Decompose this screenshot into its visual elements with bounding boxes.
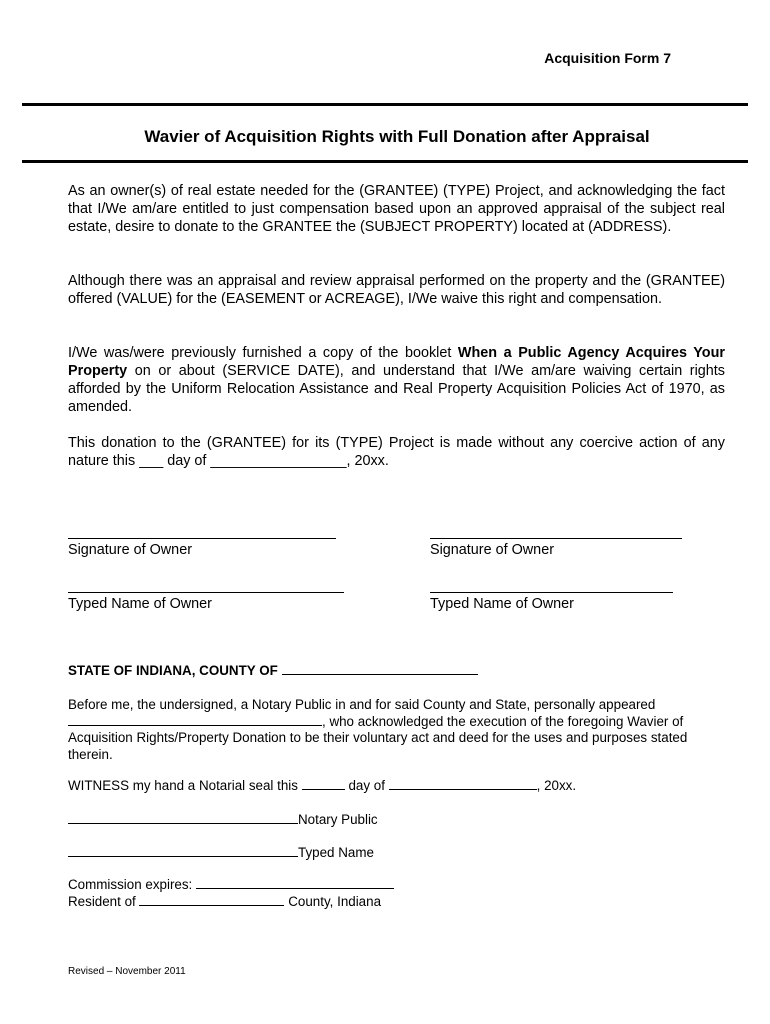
paragraph-donation-intent: As an owner(s) of real estate needed for the (GRANTEE) (TYPE) Project, and acknowledging the fact that I/We am/are entitled to just compensation based upon an approved appraisal of the subject real estate, desire to donate to the GRANTEE the (SUBJECT PROPERTY) located at (ADDRESS). [68,183,725,235]
signature-owner-block-1 [68,538,336,558]
bottom-divider [22,160,748,163]
typed-name-line-1[interactable] [68,592,344,593]
witness-line [68,778,718,795]
signature-owner-block-2 [430,538,682,558]
witness-month-field[interactable] [389,778,537,790]
typed-name-block-2 [430,592,673,612]
paragraph-appraisal-waiver: Although there was an appraisal and review appraisal performed on the property and the (GRANTEE) offered (VALUE) for the (EASEMENT or ACREAGE), I/We waive this right and compensation. [68,273,725,307]
witness-text: WITNESS my hand a Notarial seal this [68,778,298,793]
notary-typed-name-label: Typed Name [298,845,374,860]
signature-owner-label-2: Signature of Owner [430,542,554,558]
county-indiana-label: County, Indiana [288,893,382,909]
notary-public-field[interactable] [68,812,298,824]
acknowledged-text: , who acknowledged the execution of the foregoing Wavier of Acquisition Rights/Property Donation to be their voluntary act and deed for the uses and purposes stated therein. [68,713,688,762]
booklet-title: When a Public Agency Acquires Your Property [68,345,725,379]
appeared-text: Before me, the undersigned, a Notary Public in and for said County and State, personally appeared [68,697,656,712]
document-title: Wavier of Acquisition Rights with Full Donation after Appraisal [144,127,650,146]
signature-owner-line-2[interactable] [430,538,682,539]
state-county-label: STATE OF INDIANA, COUNTY OF [68,663,278,678]
county-field[interactable] [282,663,478,675]
form-number: Acquisition Form 7 [544,50,671,66]
appeared-name-field[interactable] [68,714,322,726]
witness-day-of: day of [348,778,385,793]
commission-block [68,877,718,910]
typed-name-line-2[interactable] [430,592,673,593]
typed-name-line [68,845,718,862]
paragraph-booklet [68,344,725,416]
commission-expires-field[interactable] [196,877,394,889]
notary-public-line [68,812,718,829]
typed-name-label-2: Typed Name of Owner [430,596,574,612]
commission-expires-label: Commission expires: [68,877,193,892]
notary-acknowledgment [68,697,718,763]
resident-of-label: Resident of [68,893,136,909]
typed-name-label-1: Typed Name of Owner [68,596,212,612]
top-divider [22,103,748,106]
signature-owner-label-1: Signature of Owner [68,542,192,558]
typed-name-block-1 [68,592,344,612]
paragraph-donation-date: This donation to the (GRANTEE) for its (TYPE) Project is made without any coercive action of any nature this ___ day of _________________, 20xx. [68,435,725,469]
witness-year: , 20xx. [536,778,577,793]
resident-county-field[interactable] [139,894,284,906]
booklet-text-after: on or about (SERVICE DATE), and understand that I/We am/are waiving certain rights afforded by the Uniform Relocation Assistance and Real Property Acquisition Policies Act of 1970, as amended. [68,363,725,415]
booklet-text-before: I/We was/were previously furnished a copy of the booklet [68,345,458,361]
notary-public-label: Notary Public [298,812,378,827]
witness-day-field[interactable] [302,778,345,790]
notary-typed-name-field[interactable] [68,845,298,857]
notary-heading [68,663,478,678]
revision-note: Revised – November 2011 [68,966,186,977]
signature-owner-line-1[interactable] [68,538,336,539]
